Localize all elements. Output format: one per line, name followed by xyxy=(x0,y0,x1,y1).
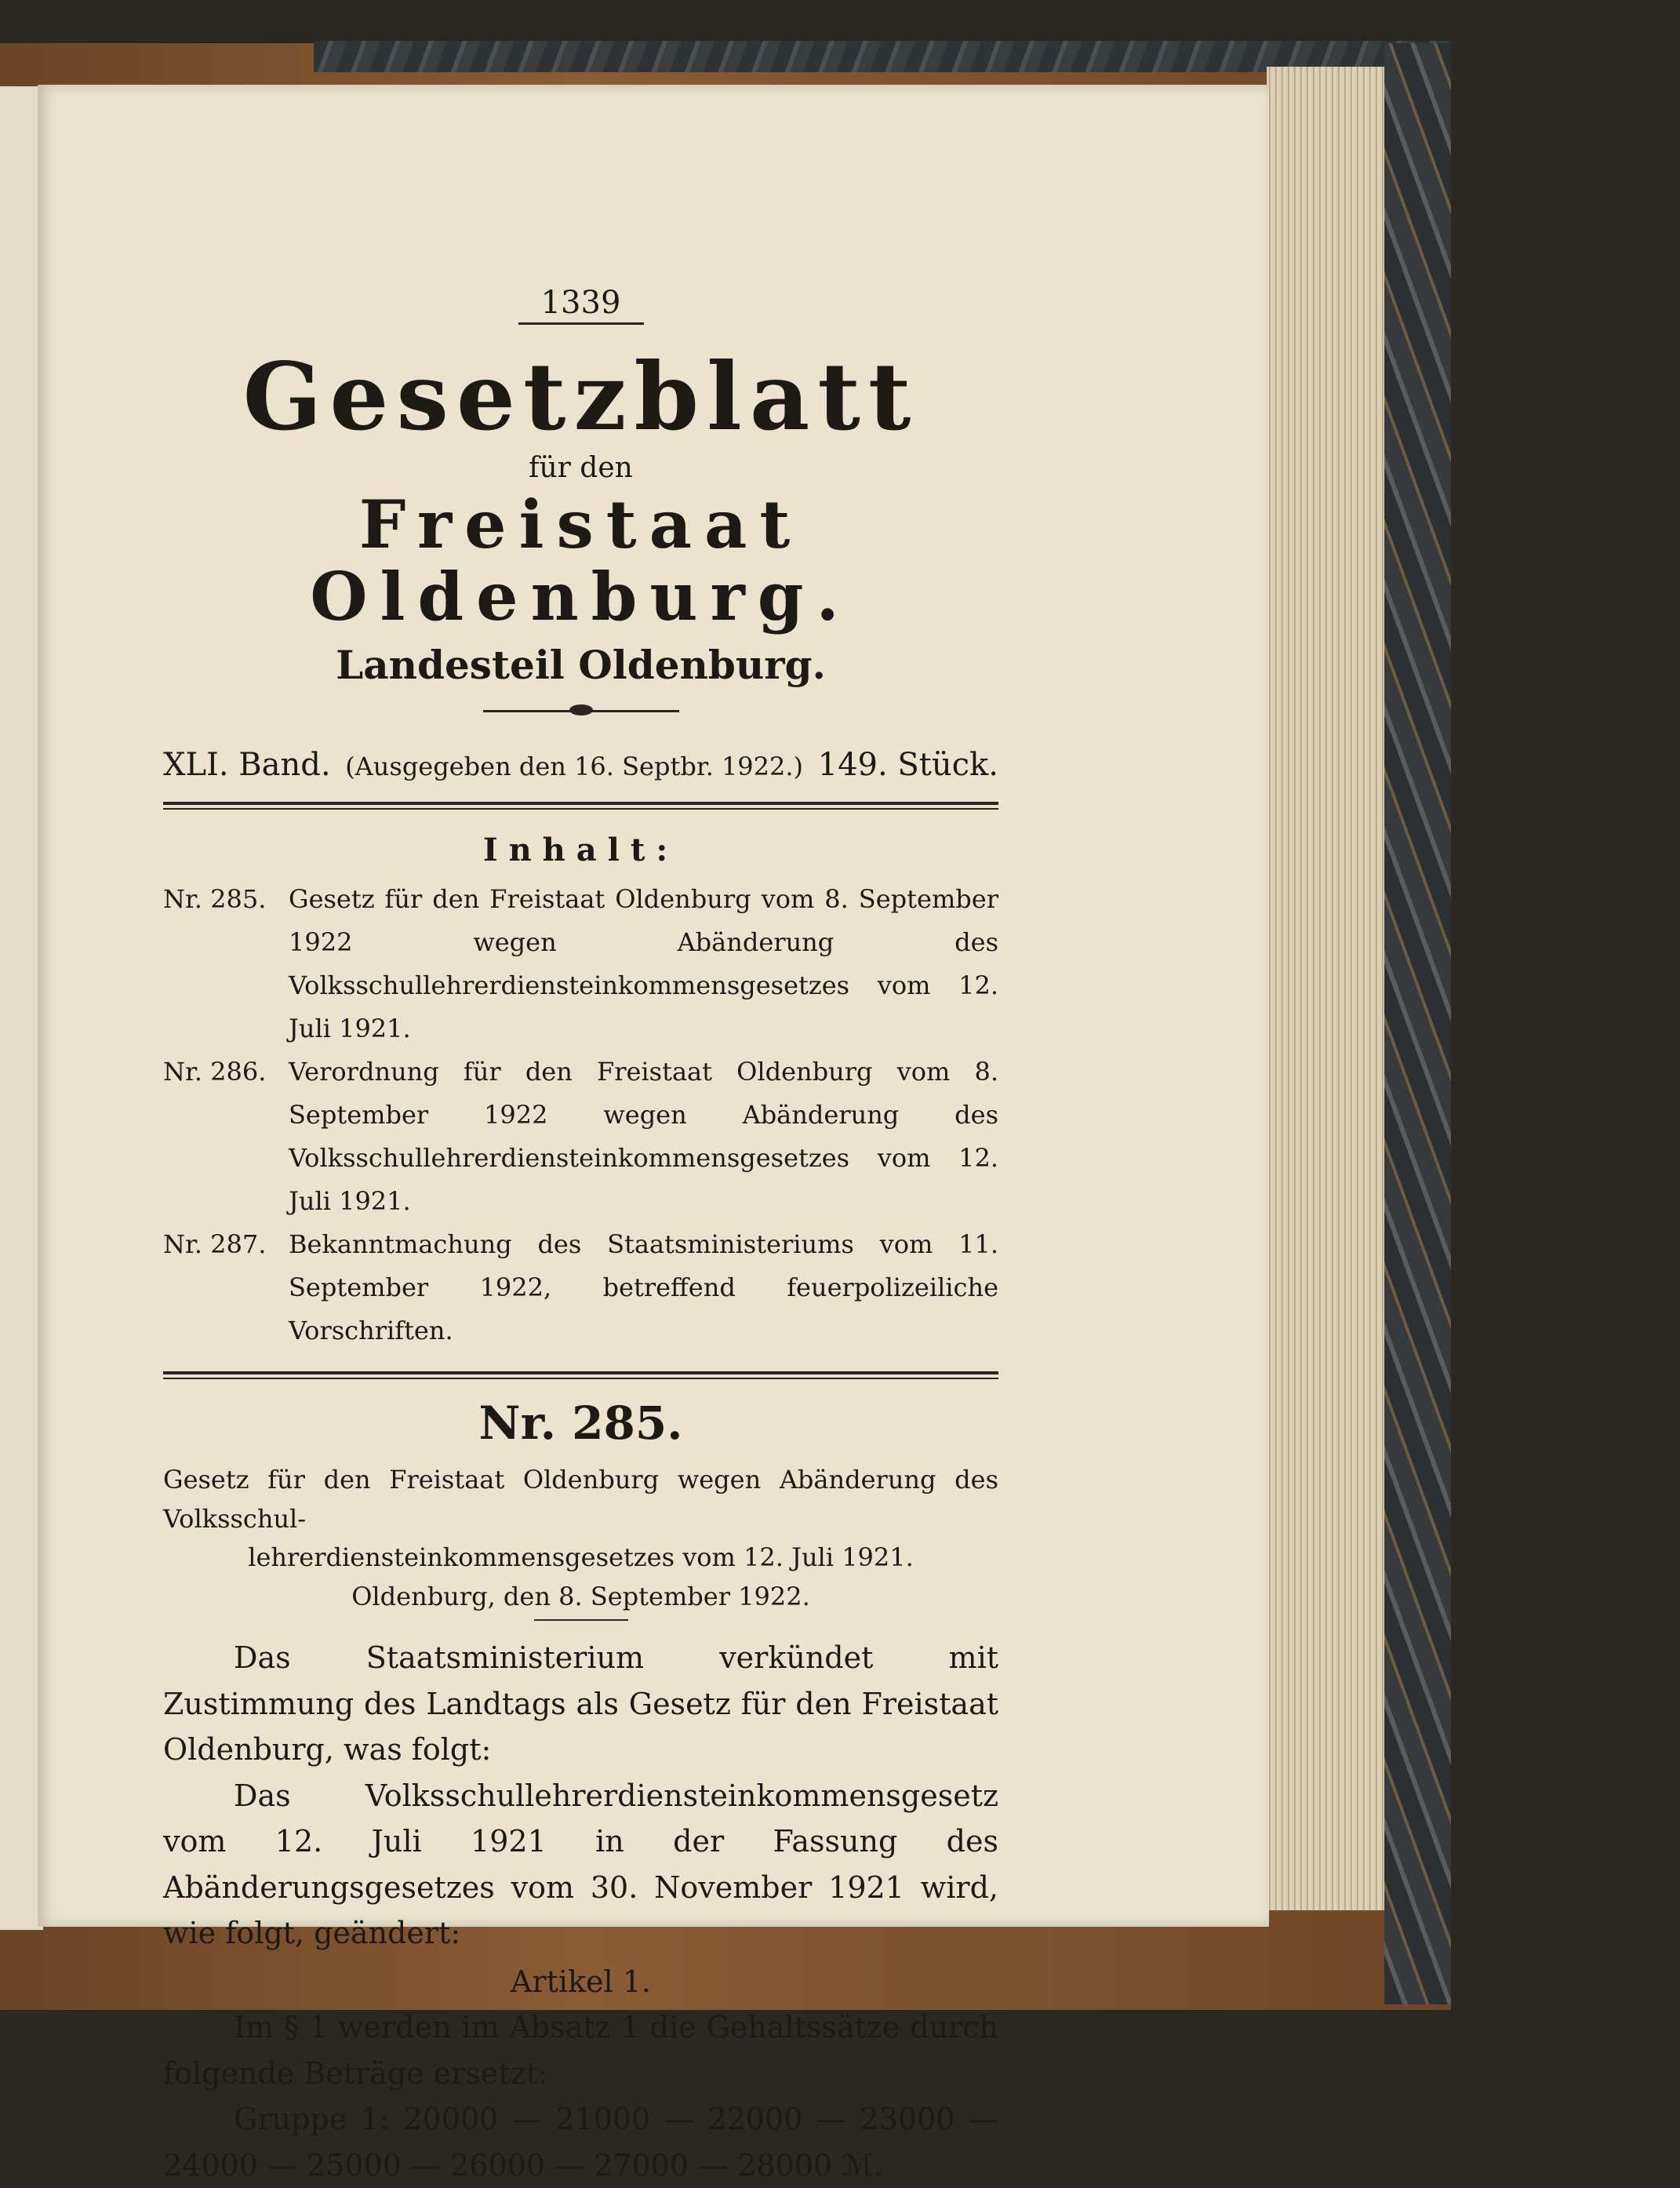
masthead-state: Freistaat Oldenburg. xyxy=(310,485,852,636)
double-rule xyxy=(163,1371,998,1379)
issue-piece: 149. Stück. xyxy=(817,746,998,783)
marbled-spine xyxy=(1384,43,1451,2004)
contents-item-nr: Nr. 285. xyxy=(163,883,267,914)
masthead-fuer-den: für den xyxy=(529,451,633,484)
contents-item-nr: Nr. 287. xyxy=(163,1229,267,1259)
law-subtitle xyxy=(163,1461,998,1616)
page-edges xyxy=(1267,67,1384,1910)
law-subtitle-line2: lehrerdiensteinkommensgesetzes vom 12. Juli 1921. xyxy=(248,1542,914,1573)
double-rule xyxy=(163,802,998,810)
masthead-region: Landesteil Oldenburg. xyxy=(336,641,826,688)
short-rule xyxy=(534,1619,628,1621)
article-heading: Artikel 1. xyxy=(510,1964,652,1999)
page-content xyxy=(163,285,998,2188)
law-paragraph: Das Volksschullehrerdiensteinkommensgesetz vom 12. Juli 1921 in der Fassung des Abänderungsgesetzes vom 30. November 1921 wird, wie folgt, geändert: xyxy=(163,1778,998,1951)
contents-item-text: Gesetz für den Freistaat Oldenburg vom 8. September 1922 wegen Abänderung des Volksschullehrerdiensteinkommensgesetzes vom 12. Juli 1921. xyxy=(289,883,998,1043)
law-body xyxy=(163,1635,998,2188)
left-page-edge xyxy=(0,86,43,1930)
issue-volume: XLI. Band. xyxy=(163,746,331,783)
masthead-title: Gesetzblatt xyxy=(242,342,919,451)
law-place-date: Oldenburg, den 8. September 1922. xyxy=(351,1581,810,1611)
contents-heading: Inhalt: xyxy=(482,831,679,868)
law-paragraph: Gruppe 1: 20000 — 21000 — 22000 — 23000 — 24000 — 25000 — 26000 — 27000 — 28000 ℳ. xyxy=(163,2102,998,2183)
contents-item-text: Bekanntmachung des Staatsministeriums vom 11. September 1922, betreffend feuerpolizeiliche Vorschriften. xyxy=(289,1229,998,1345)
contents-item-text: Verordnung für den Freistaat Oldenburg vom 8. September 1922 wegen Abänderung des Volksschullehrerdiensteinkommensgesetzes vom 12. Juli 1921. xyxy=(289,1056,998,1216)
contents-item xyxy=(163,1223,998,1352)
ornament-divider xyxy=(483,710,679,717)
law-paragraph: Im § 1 werden im Absatz 1 die Gehaltssätze durch folgende Beträge ersetzt: xyxy=(163,2010,998,2091)
issue-line xyxy=(163,747,998,783)
contents-item xyxy=(163,878,998,1050)
issue-date: (Ausgegeben den 16. Septbr. 1922.) xyxy=(345,751,804,781)
contents-item-nr: Nr. 286. xyxy=(163,1056,267,1087)
contents-item xyxy=(163,1050,998,1223)
law-paragraph: Das Staatsministerium verkündet mit Zustimmung des Landtags als Gesetz für den Freistaat Oldenburg, was folgt: xyxy=(163,1640,998,1768)
law-number: Nr. 285. xyxy=(478,1396,683,1451)
law-subtitle-line1: Gesetz für den Freistaat Oldenburg wegen Abänderung des Volksschul- xyxy=(163,1465,998,1534)
contents-list xyxy=(163,878,998,1352)
page xyxy=(38,85,1269,2183)
page-number: 1339 xyxy=(518,285,644,325)
